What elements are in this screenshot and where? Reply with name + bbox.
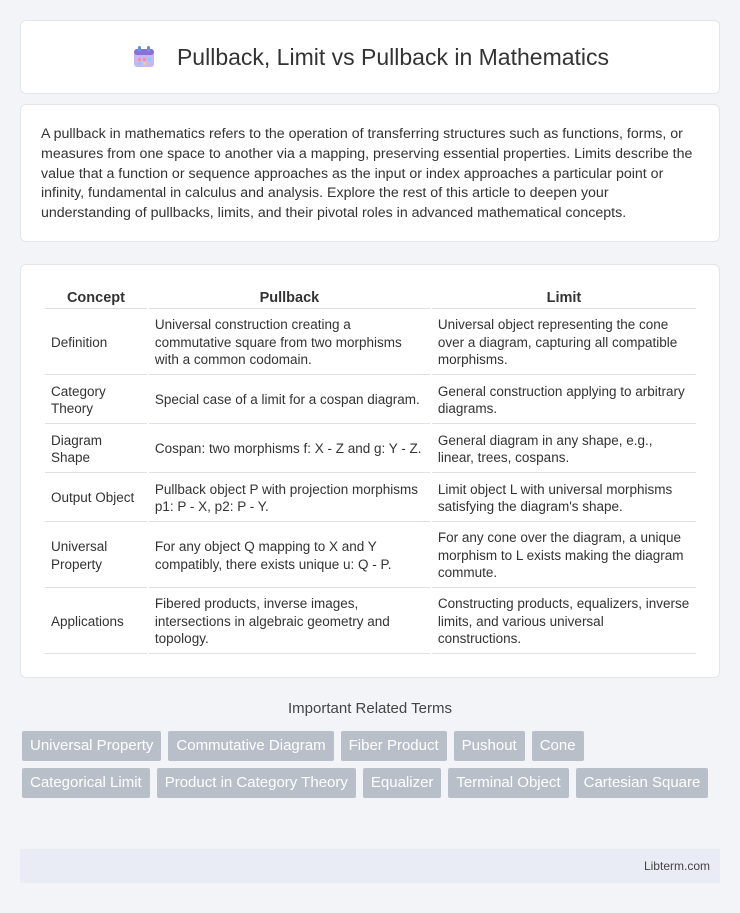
row-limit: General construction applying to arbitrary diagrams. (432, 377, 696, 424)
row-limit: General diagram in any shape, e.g., linear, trees, cospans. (432, 426, 696, 473)
table-header-row (45, 287, 696, 309)
footer-site-link[interactable]: Libterm.com (643, 859, 710, 873)
related-terms-list (22, 731, 722, 805)
table-row (45, 590, 696, 654)
page-title: Pullback, Limit vs Pullback in Mathematics (176, 43, 610, 70)
row-concept: Category Theory (45, 377, 147, 424)
comparison-card (20, 264, 720, 678)
header-concept: Concept (45, 287, 147, 309)
tag-categorical-limit[interactable]: Categorical Limit (22, 768, 150, 798)
tag-cone[interactable]: Cone (532, 731, 584, 761)
row-pullback: Special case of a limit for a cospan diagram. (149, 377, 430, 424)
tag-product-in-category-theory[interactable]: Product in Category Theory (157, 768, 356, 798)
row-limit: For any cone over the diagram, a unique morphism to L exists making the diagram commute. (432, 524, 696, 588)
tag-cartesian-square[interactable]: Cartesian Square (576, 768, 709, 798)
row-pullback: Pullback object P with projection morphisms p1: P - X, p2: P - Y. (149, 475, 430, 522)
table-row (45, 426, 696, 473)
row-concept: Applications (45, 590, 147, 654)
table-row (45, 311, 696, 375)
related-terms-title: Important Related Terms (288, 700, 452, 717)
tag-equalizer[interactable]: Equalizer (363, 768, 442, 798)
table-row (45, 524, 696, 588)
intro-text: A pullback in mathematics refers to the operation of transferring structures such as functions, forms, or measures from one space to another via a mapping, preserving essential properties. Limits describe the value that a function or sequence approaches as the input or index approaches a particular point or infinity, fundamental in calculus and analysis. Explore the rest of this article to deepen your understanding of pullbacks, limits, and their pivotal roles in advanced mathematical concepts. (41, 126, 693, 222)
tag-terminal-object[interactable]: Terminal Object (448, 768, 568, 798)
row-concept: Diagram Shape (45, 426, 147, 473)
intro-card (20, 104, 720, 242)
row-limit: Universal object representing the cone over a diagram, capturing all compatible morphisms. (432, 311, 696, 375)
row-concept: Output Object (45, 475, 147, 522)
tag-pushout[interactable]: Pushout (454, 731, 525, 761)
comparison-table (43, 285, 698, 656)
footer (20, 849, 720, 883)
table-row (45, 475, 696, 522)
row-pullback: Cospan: two morphisms f: X - Z and g: Y - Z. (149, 426, 430, 473)
row-pullback: For any object Q mapping to X and Y compatibly, there exists unique u: Q - P. (149, 524, 430, 588)
tag-universal-property[interactable]: Universal Property (22, 731, 161, 761)
header-limit: Limit (432, 287, 696, 309)
row-pullback: Fibered products, inverse images, intersections in algebraic geometry and topology. (149, 590, 430, 654)
tag-fiber-product[interactable]: Fiber Product (341, 731, 447, 761)
row-concept: Definition (45, 311, 147, 375)
header-pullback: Pullback (149, 287, 430, 309)
title-card (20, 20, 720, 94)
row-concept: Universal Property (45, 524, 147, 588)
row-limit: Constructing products, equalizers, inverse limits, and various universal constructions. (432, 590, 696, 654)
tag-commutative-diagram[interactable]: Commutative Diagram (168, 731, 333, 761)
row-pullback: Universal construction creating a commutative square from two morphisms with a common codomain. (149, 311, 430, 375)
calendar-icon (131, 44, 157, 70)
row-limit: Limit object L with universal morphisms satisfying the diagram's shape. (432, 475, 696, 522)
table-row (45, 377, 696, 424)
